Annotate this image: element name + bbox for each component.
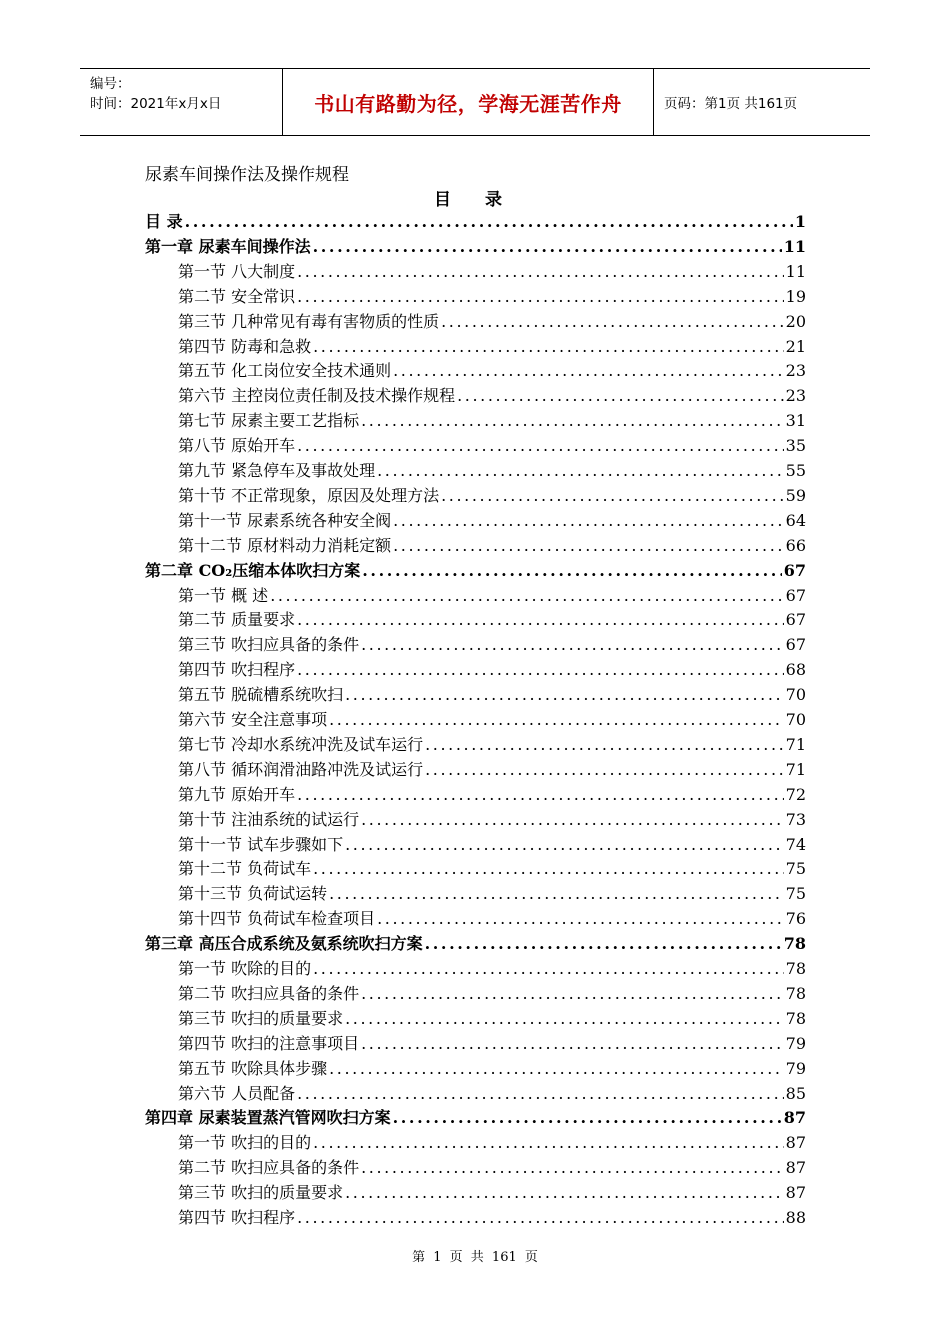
- toc-entry-page: 70: [785, 710, 806, 729]
- toc-entry-page: 78: [785, 1008, 806, 1028]
- toc-leader-dots: [361, 981, 784, 1006]
- toc-entry-page: 21: [785, 336, 806, 356]
- toc-entry-page: 88: [785, 1208, 806, 1227]
- toc-entry-page: 67: [785, 610, 806, 630]
- toc-leader-dots: [313, 956, 784, 981]
- toc-entry-title: 第三章 高压合成系统及氨系统吹扫方案: [145, 934, 423, 954]
- toc-section-entry[interactable]: [178, 682, 806, 707]
- toc-section-entry[interactable]: [178, 1031, 806, 1056]
- toc-entry-title: 第六节 主控岗位责任制及技术操作规程: [178, 386, 456, 406]
- toc-entry-title: 第二节 安全常识: [178, 286, 296, 306]
- toc-entry-title: 第二节 质量要求: [178, 610, 296, 630]
- page-header: [80, 68, 870, 136]
- toc-entry-title: 第十一节 尿素系统各种安全阀: [178, 510, 392, 530]
- toc-entry-title: 第九节 原始开车: [178, 784, 296, 804]
- toc-entry-title: 第四节 吹扫的注意事项目: [178, 1033, 360, 1053]
- toc-leader-dots: [329, 881, 784, 906]
- toc-entry-title: 第十三节 负荷试运转: [178, 884, 328, 904]
- toc-section-entry[interactable]: [178, 1006, 806, 1031]
- toc-leader-dots: [270, 583, 783, 608]
- toc-entry-title: 目 录: [145, 212, 183, 231]
- document-title: 尿素车间操作法及操作规程: [145, 165, 349, 185]
- toc-leader-dots: [329, 707, 784, 732]
- toc-entry-page: 71: [785, 759, 806, 779]
- toc-entry-title: 第三节 吹扫的质量要求: [178, 1008, 344, 1028]
- page-footer: 第 1 页 共 161 页: [412, 1250, 538, 1265]
- toc-chapter-entry[interactable]: [145, 931, 806, 956]
- toc-leader-dots: [345, 682, 784, 707]
- toc-entry-page: 78: [783, 934, 806, 954]
- toc-entry-title: 第五节 脱硫槽系统吹扫: [178, 685, 344, 705]
- toc-entry-page: 75: [785, 859, 806, 879]
- toc-entry-page: 66: [785, 535, 806, 555]
- document-number-label: 编号：: [90, 76, 131, 92]
- toc-heading: 目 录: [434, 190, 516, 210]
- toc-entry-title: 第六节 安全注意事项: [178, 710, 328, 729]
- toc-section-entry[interactable]: [178, 583, 806, 608]
- toc-entry-title: 第四章 尿素装置蒸汽管网吹扫方案: [145, 1108, 391, 1128]
- toc-entry-page: 87: [785, 1183, 806, 1203]
- toc-leader-dots: [329, 1056, 784, 1081]
- toc-chapter-entry[interactable]: [145, 209, 806, 234]
- toc-leader-dots: [377, 458, 784, 483]
- toc-section-entry[interactable]: [178, 508, 806, 533]
- toc-section-entry[interactable]: [178, 1081, 806, 1106]
- toc-leader-dots: [313, 1130, 784, 1155]
- toc-entry-page: 75: [785, 884, 806, 904]
- toc-entry-page: 64: [785, 510, 806, 530]
- toc-entry-page: 73: [785, 809, 806, 829]
- toc-section-entry[interactable]: [178, 334, 806, 359]
- toc-entry-page: 31: [785, 411, 806, 431]
- page-info-text: 页码：第1页 共161页: [664, 96, 798, 112]
- toc-entry-page: 59: [785, 485, 806, 505]
- toc-leader-dots: [393, 533, 784, 558]
- toc-leader-dots: [297, 657, 784, 682]
- motto-text: 书山有路勤为径，学海无涯苦作舟: [314, 91, 622, 116]
- toc-leader-dots: [361, 1155, 784, 1180]
- toc-entry-title: 第一节 概 述: [178, 585, 269, 605]
- toc-entry-title: 第八节 原始开车: [178, 436, 296, 456]
- toc-entry-title: 第一节 吹扫的目的: [178, 1133, 312, 1153]
- toc-entry-page: 19: [785, 286, 806, 306]
- toc-entry-page: 79: [785, 1033, 806, 1053]
- toc-entry-title: 第七节 冷却水系统冲洗及试车运行: [178, 734, 424, 754]
- toc-leader-dots: [297, 782, 784, 807]
- toc-section-entry[interactable]: [178, 807, 806, 832]
- toc-leader-dots: [313, 334, 784, 359]
- toc-entry-title: 第十二节 原材料动力消耗定额: [178, 535, 392, 555]
- toc-leader-dots: [377, 906, 784, 931]
- toc-leader-dots: [441, 309, 784, 334]
- toc-section-entry[interactable]: [178, 1155, 806, 1180]
- toc-entry-page: 87: [785, 1133, 806, 1153]
- toc-entry-title: 第三节 几种常见有毒有害物质的性质: [178, 311, 440, 331]
- toc-entry-title: 第四节 防毒和急救: [178, 336, 312, 356]
- toc-entry-page: 23: [785, 361, 806, 381]
- toc-entry-page: 11: [785, 261, 806, 281]
- toc-leader-dots: [297, 433, 784, 458]
- toc-entry-page: 70: [785, 685, 806, 705]
- toc-entry-title: 第二节 吹扫应具备的条件: [178, 983, 360, 1003]
- toc-section-entry[interactable]: [178, 881, 806, 906]
- toc-section-entry[interactable]: [178, 906, 806, 931]
- toc-entry-page: 87: [783, 1108, 806, 1128]
- toc-section-entry[interactable]: [178, 1205, 806, 1230]
- toc-entry-title: 第二章 CO₂压缩本体吹扫方案: [145, 560, 361, 580]
- header-motto-cell: [282, 69, 654, 135]
- toc-leader-dots: [345, 1180, 784, 1205]
- toc-section-entry[interactable]: [178, 1180, 806, 1205]
- toc-chapter-entry[interactable]: [145, 558, 806, 583]
- toc-entry-page: 23: [785, 386, 806, 406]
- toc-entry-page: 67: [785, 585, 806, 605]
- toc-entry-page: 87: [785, 1158, 806, 1178]
- toc-section-entry[interactable]: [178, 533, 806, 558]
- toc-leader-dots: [441, 483, 784, 508]
- toc-leader-dots: [185, 209, 793, 234]
- toc-leader-dots: [297, 607, 784, 632]
- toc-entry-title: 第二节 吹扫应具备的条件: [178, 1158, 360, 1178]
- toc-entry-title: 第四节 吹扫程序: [178, 660, 296, 680]
- toc-entry-title: 第八节 循环润滑油路冲洗及试运行: [178, 759, 424, 779]
- toc-entry-page: 78: [785, 983, 806, 1003]
- toc-entry-title: 第一节 吹除的目的: [178, 959, 312, 978]
- toc-section-entry[interactable]: [178, 383, 806, 408]
- toc-section-entry[interactable]: [178, 782, 806, 807]
- toc-section-entry[interactable]: [178, 458, 806, 483]
- toc-leader-dots: [313, 234, 782, 259]
- toc-section-entry[interactable]: [178, 732, 806, 757]
- toc-entry-page: 1: [794, 212, 806, 231]
- toc-entry-page: 35: [785, 436, 806, 456]
- toc-leader-dots: [297, 259, 784, 284]
- toc-section-entry[interactable]: [178, 956, 806, 981]
- toc-entry-title: 第十节 注油系统的试运行: [178, 809, 360, 829]
- toc-leader-dots: [345, 832, 784, 857]
- toc-leader-dots: [313, 856, 784, 881]
- toc-leader-dots: [393, 358, 784, 383]
- toc-entry-page: 74: [785, 834, 806, 854]
- toc-section-entry[interactable]: [178, 483, 806, 508]
- toc-section-entry[interactable]: [178, 1130, 806, 1155]
- toc-entry-title: 第十四节 负荷试车检查项目: [178, 909, 376, 929]
- toc-section-entry[interactable]: [178, 657, 806, 682]
- header-meta: [80, 69, 282, 135]
- toc-entry-page: 76: [785, 909, 806, 929]
- toc-section-entry[interactable]: [178, 284, 806, 309]
- toc-leader-dots: [393, 1105, 782, 1130]
- toc-section-entry[interactable]: [178, 707, 806, 732]
- toc-section-entry[interactable]: [178, 408, 806, 433]
- toc-chapter-entry[interactable]: [145, 234, 806, 259]
- toc-chapter-entry[interactable]: [145, 1105, 806, 1130]
- toc-entry-title: 第十二节 负荷试车: [178, 859, 312, 879]
- toc-leader-dots: [361, 408, 784, 433]
- toc-leader-dots: [361, 632, 784, 657]
- toc-entry-page: 78: [785, 959, 806, 978]
- toc-leader-dots: [361, 1031, 784, 1056]
- toc-section-entry[interactable]: [178, 757, 806, 782]
- toc-entry-page: 67: [785, 635, 806, 655]
- toc-leader-dots: [297, 1081, 784, 1106]
- toc-entry-title: 第五节 吹除具体步骤: [178, 1058, 328, 1078]
- header-page-info: [654, 69, 870, 135]
- toc-entry-title: 第三节 吹扫应具备的条件: [178, 635, 360, 655]
- toc-entry-page: 79: [785, 1058, 806, 1078]
- toc-section-entry[interactable]: [178, 1056, 806, 1081]
- toc-entry-page: 20: [785, 311, 806, 331]
- toc-leader-dots: [425, 931, 782, 956]
- toc-leader-dots: [393, 508, 784, 533]
- toc-leader-dots: [297, 1205, 784, 1230]
- toc-section-entry[interactable]: [178, 981, 806, 1006]
- toc-section-entry[interactable]: [178, 607, 806, 632]
- toc-leader-dots: [297, 284, 784, 309]
- toc-entry-page: 11: [783, 236, 806, 256]
- toc-entry-page: 55: [785, 461, 806, 480]
- toc-leader-dots: [457, 383, 784, 408]
- toc-section-entry[interactable]: [178, 856, 806, 881]
- toc-entry-page: 85: [785, 1083, 806, 1103]
- toc-entry-title: 第六节 人员配备: [178, 1083, 296, 1103]
- toc-section-entry[interactable]: [178, 259, 806, 284]
- toc-section-entry[interactable]: [178, 358, 806, 383]
- toc-entry-page: 71: [785, 734, 806, 754]
- toc-leader-dots: [425, 732, 784, 757]
- toc-entry-page: 68: [785, 660, 806, 680]
- toc-entry-title: 第一章 尿素车间操作法: [145, 236, 311, 256]
- toc-section-entry[interactable]: [178, 309, 806, 334]
- toc-entry-title: 第三节 吹扫的质量要求: [178, 1183, 344, 1203]
- toc-entry-title: 第一节 八大制度: [178, 261, 296, 281]
- toc-entry-page: 67: [783, 560, 806, 580]
- toc-entry-page: 72: [785, 784, 806, 804]
- document-date: 时间：2021年x月x日: [90, 96, 222, 112]
- toc-entry-title: 第九节 紧急停车及事故处理: [178, 461, 376, 480]
- toc-section-entry[interactable]: [178, 832, 806, 857]
- toc-section-entry[interactable]: [178, 632, 806, 657]
- toc-leader-dots: [425, 757, 784, 782]
- toc-entry-title: 第四节 吹扫程序: [178, 1208, 296, 1227]
- toc-leader-dots: [345, 1006, 784, 1031]
- toc-section-entry[interactable]: [178, 433, 806, 458]
- toc-leader-dots: [361, 807, 784, 832]
- toc-entry-title: 第五节 化工岗位安全技术通则: [178, 361, 392, 381]
- toc-entry-title: 第十一节 试车步骤如下: [178, 834, 344, 854]
- toc-leader-dots: [362, 558, 781, 583]
- toc-entry-title: 第七节 尿素主要工艺指标: [178, 411, 360, 431]
- toc-entry-title: 第十节 不正常现象，原因及处理方法: [178, 485, 440, 505]
